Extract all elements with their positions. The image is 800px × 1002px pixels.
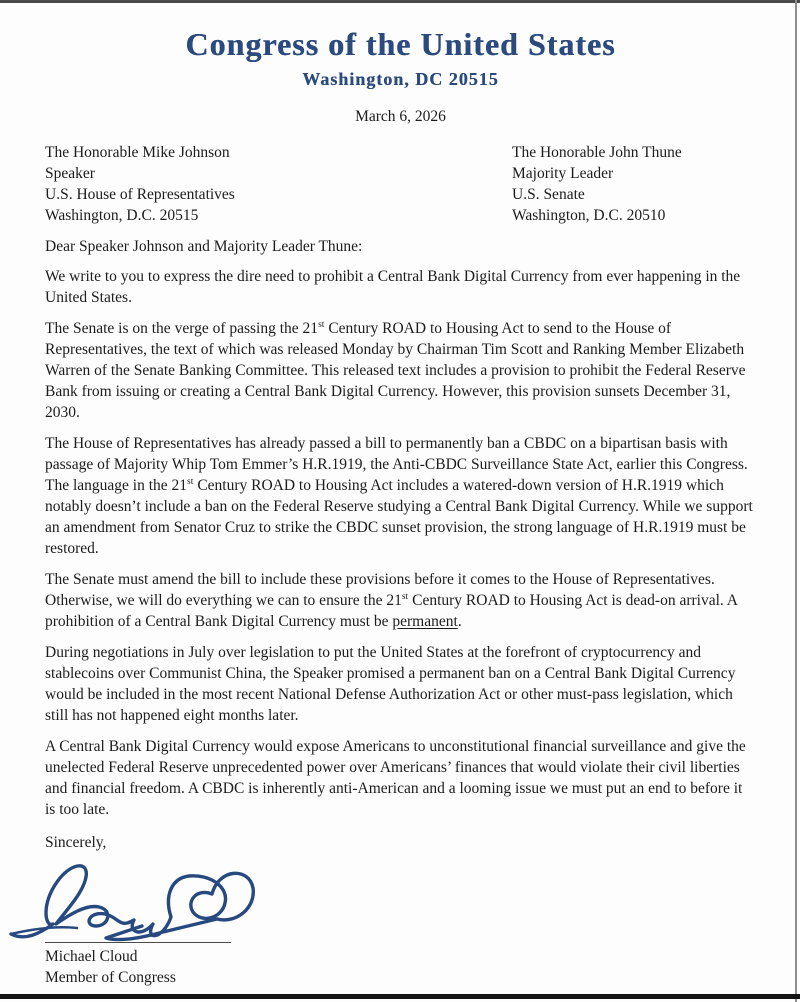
recipient-right-title: Majority Leader (512, 165, 614, 182)
recipient-right-name: The Honorable John Thune (512, 144, 682, 161)
letter-date: March 6, 2026 (355, 108, 446, 125)
recipient-block (45, 142, 756, 226)
recipient-right-city: Washington, D.C. 20510 (512, 207, 666, 224)
recipient-right-org: U.S. Senate (512, 186, 585, 203)
signer-name: Michael Cloud (45, 948, 138, 965)
recipient-right (512, 142, 756, 226)
scan-edge-bottom (0, 994, 800, 999)
recipient-left-org: U.S. House of Representatives (45, 186, 235, 203)
body-paragraph-1: We write to you to express the dire need to prohibit a Central Bank Digital Currency from ever happening in the United States. (45, 268, 741, 306)
scan-edge-top (0, 0, 800, 3)
signature-image (7, 854, 277, 954)
signature-line (45, 942, 231, 943)
signature-block (45, 852, 756, 986)
letterhead (45, 26, 756, 90)
closing: Sincerely, (45, 834, 107, 851)
body-paragraph-5: During negotiations in July over legislation to put the United States at the forefront of cryptocurrency and stablecoins over Communist China, the Speaker promised a permanent ban on a Central Bank Digital Currency would be included in the most recent National Defense Authorization Act or other must-pass legislation, which still has not happened eight months later. (45, 644, 736, 724)
body-paragraph-4: The Senate must amend the bill to include these provisions before it comes to the House of Representatives. Otherwise, we will do everything we can to ensure the 21st Century ROAD to Housing Act is dead-on arrival. A prohibition of a Central Bank Digital Currency must be permanent. (45, 571, 738, 630)
recipient-left (45, 142, 512, 226)
body-paragraph-3: The House of Representatives has already passed a bill to permanently ban a CBDC on a bipartisan basis with passage of Majority Whip Tom Emmer’s H.R.1919, the Anti-CBDC Surveillance State Act, earlier this Congress. The language in the 21st Century ROAD to Housing Act includes a watered-down version of H.R.1919 which notably doesn’t include a ban on the Federal Reserve studying a Central Bank Digital Currency. While we support an amendment from Senator Cruz to strike the CBDC sunset provision, the strong language of H.R.1919 must be restored. (45, 435, 753, 557)
scan-edge-right (795, 0, 797, 1002)
recipient-left-name: The Honorable Mike Johnson (45, 144, 230, 161)
signer-title: Member of Congress (45, 969, 176, 986)
salutation: Dear Speaker Johnson and Majority Leader Thune: (45, 238, 363, 255)
letterhead-org: Congress of the United States (185, 26, 616, 62)
letterhead-city: Washington, DC 20515 (302, 69, 499, 89)
recipient-left-title: Speaker (45, 165, 95, 182)
recipient-left-city: Washington, D.C. 20515 (45, 207, 199, 224)
body-paragraph-6: A Central Bank Digital Currency would expose Americans to unconstitutional financial surveillance and give the unelected Federal Reserve unprecedented power over Americans’ finances that would violate their civil liberties and financial freedom. A CBDC is inherently anti-American and a looming issue we must put an end to before it is too late. (45, 738, 746, 818)
body-paragraph-2: The Senate is on the verge of passing the 21st Century ROAD to Housing Act to send to the House of Representatives, the text of which was released Monday by Chairman Tim Scott and Ranking Member Elizabeth Warren of the Senate Banking Committee. This released text includes a provision to prohibit the Federal Reserve Bank from issuing or creating a Central Bank Digital Currency. However, this provision sunsets December 31, 2030. (45, 318, 746, 421)
